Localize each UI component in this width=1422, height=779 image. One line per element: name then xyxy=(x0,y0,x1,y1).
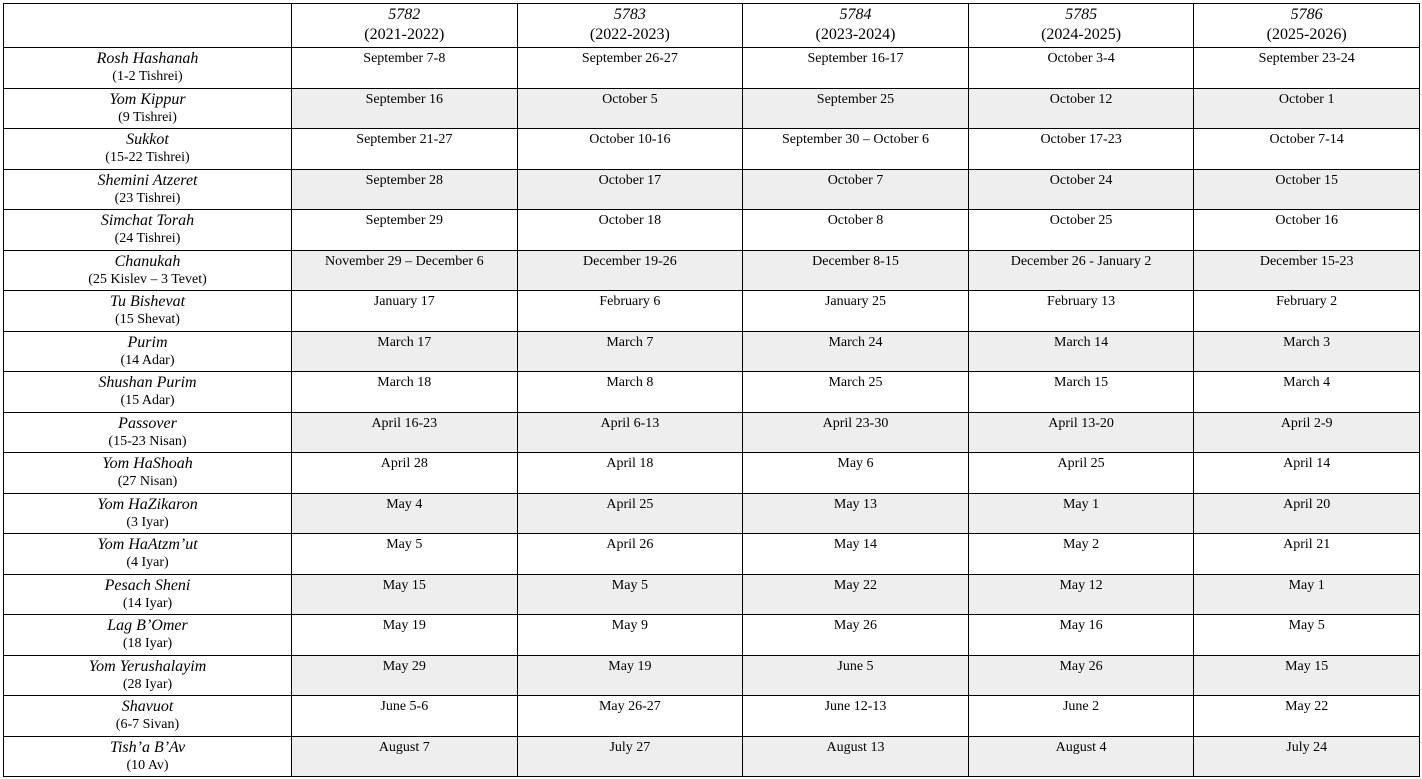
holiday-date: May 5 xyxy=(386,537,423,552)
table-body xyxy=(4,48,1420,777)
date-cell xyxy=(292,493,518,534)
date-cell xyxy=(743,48,969,89)
holiday-date: October 10-16 xyxy=(589,132,671,147)
date-cell xyxy=(1194,291,1420,332)
holiday-name: Rosh Hashanah xyxy=(96,50,199,67)
date-cell xyxy=(1194,493,1420,534)
date-cell xyxy=(743,493,969,534)
gregorian-year-range: (2022-2023) xyxy=(589,26,670,43)
holiday-date: June 5-6 xyxy=(380,699,429,714)
date-cell xyxy=(292,736,518,777)
date-cell xyxy=(743,534,969,575)
year-header xyxy=(517,4,743,48)
holiday-name: Yom Yerushalayim xyxy=(88,657,207,675)
holiday-date: April 28 xyxy=(380,456,428,471)
date-cell xyxy=(292,250,518,291)
date-cell xyxy=(968,534,1194,575)
holiday-cell xyxy=(4,453,292,494)
holiday-date: May 2 xyxy=(1062,537,1100,552)
holiday-date: April 2-9 xyxy=(1280,415,1333,431)
date-cell xyxy=(517,493,743,534)
holiday-cell xyxy=(4,736,292,777)
holiday-hebrew-date: (14 Iyar) xyxy=(122,595,173,611)
holiday-date: April 6-13 xyxy=(600,415,660,431)
table-row xyxy=(4,129,1420,170)
holiday-date: May 26-27 xyxy=(598,699,661,714)
holiday-date: January 17 xyxy=(373,294,435,309)
holiday-date: March 4 xyxy=(1283,375,1331,390)
date-cell xyxy=(1194,88,1420,129)
date-cell xyxy=(517,88,743,129)
date-cell xyxy=(968,291,1194,332)
date-cell xyxy=(1194,574,1420,615)
holiday-date: September 30 – October 6 xyxy=(782,132,929,147)
holiday-date: March 8 xyxy=(606,375,654,390)
table-row xyxy=(4,696,1420,737)
date-cell xyxy=(968,48,1194,89)
holiday-hebrew-date: (15 Adar) xyxy=(120,393,175,408)
holiday-cell xyxy=(4,412,292,453)
date-cell xyxy=(292,169,518,210)
date-cell xyxy=(517,331,743,372)
holiday-date: March 3 xyxy=(1283,334,1331,350)
holiday-cell xyxy=(4,493,292,534)
date-cell xyxy=(968,88,1194,129)
holiday-date: April 21 xyxy=(1283,537,1331,552)
holiday-date: October 12 xyxy=(1049,91,1113,107)
hebrew-year: 5784 xyxy=(839,6,872,23)
holiday-date: May 14 xyxy=(833,537,878,552)
holiday-name: Lag B’Omer xyxy=(107,617,188,634)
gregorian-year-range: (2021-2022) xyxy=(364,26,445,43)
date-cell xyxy=(1194,534,1420,575)
holiday-name: Simchat Torah xyxy=(100,212,195,229)
date-cell xyxy=(1194,412,1420,453)
holiday-cell xyxy=(4,48,292,89)
year-header xyxy=(743,4,969,48)
corner-cell xyxy=(4,4,292,48)
date-cell xyxy=(517,291,743,332)
holiday-name: Yom HaZikaron xyxy=(97,495,198,513)
holiday-hebrew-date: (1-2 Tishrei) xyxy=(112,69,183,84)
holiday-date: October 15 xyxy=(1275,172,1338,188)
table-row xyxy=(4,534,1420,575)
date-cell xyxy=(743,574,969,615)
date-cell xyxy=(292,696,518,737)
date-cell xyxy=(1194,169,1420,210)
holiday-hebrew-date: (15 Shevat) xyxy=(115,312,180,327)
holiday-date: March 24 xyxy=(828,334,883,350)
holiday-name: Yom HaShoah xyxy=(102,455,193,472)
table-row xyxy=(4,250,1420,291)
holiday-date: May 15 xyxy=(1285,658,1329,674)
date-cell xyxy=(743,655,969,696)
holiday-hebrew-date: (3 Iyar) xyxy=(126,514,169,530)
date-cell xyxy=(968,372,1194,413)
table-row xyxy=(4,574,1420,615)
holiday-date: May 26 xyxy=(833,618,878,633)
holiday-date: September 26-27 xyxy=(581,51,678,66)
table-row xyxy=(4,615,1420,656)
holiday-hebrew-date: (25 Kislev – 3 Tevet) xyxy=(88,271,207,287)
holiday-cell xyxy=(4,250,292,291)
holiday-name: Purim xyxy=(127,333,168,351)
holiday-date: May 29 xyxy=(382,658,426,674)
holiday-date: September 21-27 xyxy=(356,132,453,147)
holiday-hebrew-date: (27 Nisan) xyxy=(117,474,178,489)
date-cell xyxy=(1194,48,1420,89)
holiday-hebrew-date: (14 Adar) xyxy=(120,352,175,368)
holiday-date: August 4 xyxy=(1055,739,1107,755)
holiday-name: Shavuot xyxy=(121,698,174,715)
holiday-date: October 17-23 xyxy=(1040,132,1122,147)
date-cell xyxy=(743,736,969,777)
holiday-date: May 19 xyxy=(382,618,426,633)
holiday-cell xyxy=(4,655,292,696)
holiday-date: March 18 xyxy=(377,375,432,390)
holiday-date: December 19-26 xyxy=(583,253,677,269)
table-row xyxy=(4,48,1420,89)
holiday-date: May 19 xyxy=(608,658,652,674)
hebrew-year: 5785 xyxy=(1065,6,1098,23)
date-cell xyxy=(968,655,1194,696)
date-cell xyxy=(743,331,969,372)
date-cell xyxy=(968,493,1194,534)
date-cell xyxy=(1194,372,1420,413)
date-cell xyxy=(517,615,743,656)
date-cell xyxy=(292,574,518,615)
date-cell xyxy=(743,210,969,251)
holiday-date: December 26 - January 2 xyxy=(1010,253,1152,269)
date-cell xyxy=(743,615,969,656)
date-cell xyxy=(292,615,518,656)
holiday-name: Tish’a B’Av xyxy=(109,738,186,756)
date-cell xyxy=(968,736,1194,777)
holiday-date: October 17 xyxy=(598,172,662,188)
holiday-name: Tu Bishevat xyxy=(109,293,186,310)
table-row xyxy=(4,88,1420,129)
holiday-date: April 13-20 xyxy=(1048,415,1114,431)
date-cell xyxy=(743,169,969,210)
holiday-date: October 7-14 xyxy=(1269,132,1344,147)
holiday-date: May 1 xyxy=(1288,577,1325,593)
date-cell xyxy=(968,453,1194,494)
date-cell xyxy=(1194,615,1420,656)
holiday-date: September 25 xyxy=(816,91,895,107)
date-cell xyxy=(743,291,969,332)
holiday-date: May 13 xyxy=(833,496,878,512)
date-cell xyxy=(292,453,518,494)
date-cell xyxy=(1194,736,1420,777)
holiday-date: October 16 xyxy=(1275,213,1338,228)
holiday-name: Passover xyxy=(118,414,177,432)
gregorian-year-range: (2024-2025) xyxy=(1041,26,1122,43)
hebrew-year: 5786 xyxy=(1290,6,1323,23)
holiday-hebrew-date: (15-23 Nisan) xyxy=(108,433,187,449)
date-cell xyxy=(517,169,743,210)
holiday-hebrew-date: (9 Tishrei) xyxy=(118,109,177,125)
year-header xyxy=(968,4,1194,48)
holiday-date: July 27 xyxy=(609,739,651,755)
holiday-date: August 13 xyxy=(826,739,885,755)
year-header xyxy=(1194,4,1420,48)
date-cell xyxy=(968,129,1194,170)
holiday-date: May 5 xyxy=(1288,618,1325,633)
date-cell xyxy=(743,88,969,129)
holiday-date: May 15 xyxy=(382,577,426,593)
holiday-cell xyxy=(4,372,292,413)
date-cell xyxy=(292,412,518,453)
holiday-date: December 8-15 xyxy=(812,253,899,269)
holiday-date: May 9 xyxy=(611,618,648,633)
date-cell xyxy=(1194,655,1420,696)
holiday-hebrew-date: (15-22 Tishrei) xyxy=(105,150,190,165)
date-cell xyxy=(517,48,743,89)
holiday-date: October 1 xyxy=(1278,91,1335,107)
holiday-date: September 16 xyxy=(365,91,443,107)
date-cell xyxy=(517,372,743,413)
holiday-date: October 18 xyxy=(598,213,662,228)
date-cell xyxy=(968,574,1194,615)
date-cell xyxy=(517,453,743,494)
date-cell xyxy=(292,534,518,575)
date-cell xyxy=(968,615,1194,656)
holiday-cell xyxy=(4,210,292,251)
date-cell xyxy=(517,696,743,737)
holiday-date: April 25 xyxy=(606,496,654,512)
date-cell xyxy=(1194,331,1420,372)
holiday-cell xyxy=(4,129,292,170)
date-cell xyxy=(292,655,518,696)
holiday-date: September 7-8 xyxy=(363,51,446,66)
holiday-date: May 12 xyxy=(1059,577,1103,593)
holiday-date: April 23-30 xyxy=(822,415,889,431)
holiday-hebrew-date: (6-7 Sivan) xyxy=(115,717,180,732)
date-cell xyxy=(517,250,743,291)
holiday-name: Pesach Sheni xyxy=(104,576,191,594)
gregorian-year-range: (2025-2026) xyxy=(1266,26,1347,43)
holiday-name: Yom HaAtzm’ut xyxy=(97,536,198,553)
date-cell xyxy=(1194,696,1420,737)
holiday-cell xyxy=(4,534,292,575)
date-cell xyxy=(517,210,743,251)
date-cell xyxy=(292,210,518,251)
date-cell xyxy=(1194,129,1420,170)
table-row xyxy=(4,736,1420,777)
date-cell xyxy=(292,331,518,372)
holiday-date: February 6 xyxy=(599,294,661,309)
holiday-date: June 5 xyxy=(837,658,874,674)
date-cell xyxy=(743,129,969,170)
date-cell xyxy=(968,331,1194,372)
date-cell xyxy=(1194,453,1420,494)
holiday-date: April 14 xyxy=(1283,456,1331,471)
holiday-cell xyxy=(4,615,292,656)
holiday-date: May 22 xyxy=(1285,699,1329,714)
date-cell xyxy=(517,534,743,575)
date-cell xyxy=(1194,210,1420,251)
holiday-date: June 2 xyxy=(1062,699,1100,714)
holiday-date: March 7 xyxy=(606,334,654,350)
table-row xyxy=(4,169,1420,210)
holiday-date: February 13 xyxy=(1047,294,1116,309)
holiday-date: March 14 xyxy=(1054,334,1109,350)
holiday-date: January 25 xyxy=(824,294,886,309)
date-cell xyxy=(517,736,743,777)
date-cell xyxy=(743,372,969,413)
date-cell xyxy=(743,412,969,453)
holiday-hebrew-date: (18 Iyar) xyxy=(122,636,173,651)
holiday-date: May 22 xyxy=(833,577,878,593)
date-cell xyxy=(743,696,969,737)
holiday-date: April 20 xyxy=(1283,496,1331,512)
table-row xyxy=(4,453,1420,494)
holiday-date: March 17 xyxy=(377,334,432,350)
year-header xyxy=(292,4,518,48)
date-cell xyxy=(292,291,518,332)
date-cell xyxy=(517,655,743,696)
holiday-date: November 29 – December 6 xyxy=(324,253,484,269)
holiday-date: September 23-24 xyxy=(1258,51,1355,66)
date-cell xyxy=(743,250,969,291)
holiday-date: September 29 xyxy=(365,213,443,228)
holiday-hebrew-date: (23 Tishrei) xyxy=(114,190,181,206)
holiday-cell xyxy=(4,88,292,129)
holiday-date: May 16 xyxy=(1059,618,1103,633)
holiday-name: Chanukah xyxy=(114,252,181,270)
table-row xyxy=(4,291,1420,332)
holiday-hebrew-date: (28 Iyar) xyxy=(122,676,173,692)
table-row xyxy=(4,655,1420,696)
holiday-cell xyxy=(4,331,292,372)
holiday-date: April 25 xyxy=(1057,456,1105,471)
holiday-date: May 26 xyxy=(1059,658,1103,674)
holiday-cell xyxy=(4,291,292,332)
holiday-date: May 6 xyxy=(837,456,874,471)
holiday-name: Shushan Purim xyxy=(98,374,197,391)
holiday-date: May 4 xyxy=(386,496,423,512)
holiday-date: April 18 xyxy=(606,456,654,471)
date-cell xyxy=(292,129,518,170)
holiday-date: April 26 xyxy=(606,537,654,552)
table-row xyxy=(4,493,1420,534)
holiday-date: October 7 xyxy=(827,172,884,188)
date-cell xyxy=(517,574,743,615)
holiday-date: September 16-17 xyxy=(807,51,904,66)
holiday-date: March 15 xyxy=(1054,375,1109,390)
holiday-date: May 5 xyxy=(611,577,648,593)
holiday-date: May 1 xyxy=(1062,496,1100,512)
holiday-date: June 12-13 xyxy=(824,699,887,714)
date-cell xyxy=(517,129,743,170)
holiday-name: Yom Kippur xyxy=(109,90,186,108)
holiday-dates-table xyxy=(3,3,1420,777)
hebrew-year: 5782 xyxy=(388,6,421,23)
table-row xyxy=(4,331,1420,372)
holiday-hebrew-date: (10 Av) xyxy=(126,757,169,773)
holiday-hebrew-date: (4 Iyar) xyxy=(126,555,169,570)
table-row xyxy=(4,210,1420,251)
date-cell xyxy=(968,250,1194,291)
holiday-name: Shemini Atzeret xyxy=(97,171,198,189)
holiday-date: October 24 xyxy=(1049,172,1113,188)
date-cell xyxy=(292,88,518,129)
date-cell xyxy=(968,210,1194,251)
holiday-date: October 3-4 xyxy=(1047,51,1115,66)
holiday-name: Sukkot xyxy=(126,131,169,148)
holiday-cell xyxy=(4,169,292,210)
table-header-row xyxy=(4,4,1420,48)
date-cell xyxy=(292,48,518,89)
hebrew-year: 5783 xyxy=(613,6,646,23)
holiday-date: April 16-23 xyxy=(371,415,438,431)
date-cell xyxy=(1194,250,1420,291)
holiday-date: March 25 xyxy=(828,375,883,390)
holiday-cell xyxy=(4,574,292,615)
holiday-hebrew-date: (24 Tishrei) xyxy=(114,231,181,246)
holiday-date: October 25 xyxy=(1049,213,1113,228)
holiday-date: September 28 xyxy=(365,172,443,188)
holiday-date: August 7 xyxy=(378,739,430,755)
holiday-date: December 15-23 xyxy=(1259,253,1354,269)
gregorian-year-range: (2023-2024) xyxy=(815,26,896,43)
holiday-cell xyxy=(4,696,292,737)
date-cell xyxy=(743,453,969,494)
date-cell xyxy=(968,412,1194,453)
date-cell xyxy=(292,372,518,413)
table-row xyxy=(4,372,1420,413)
holiday-date: February 2 xyxy=(1276,294,1338,309)
table-row xyxy=(4,412,1420,453)
holiday-date: October 8 xyxy=(827,213,884,228)
date-cell xyxy=(968,696,1194,737)
holiday-date: October 5 xyxy=(602,91,658,107)
holiday-date: July 24 xyxy=(1286,739,1328,755)
date-cell xyxy=(517,412,743,453)
date-cell xyxy=(968,169,1194,210)
